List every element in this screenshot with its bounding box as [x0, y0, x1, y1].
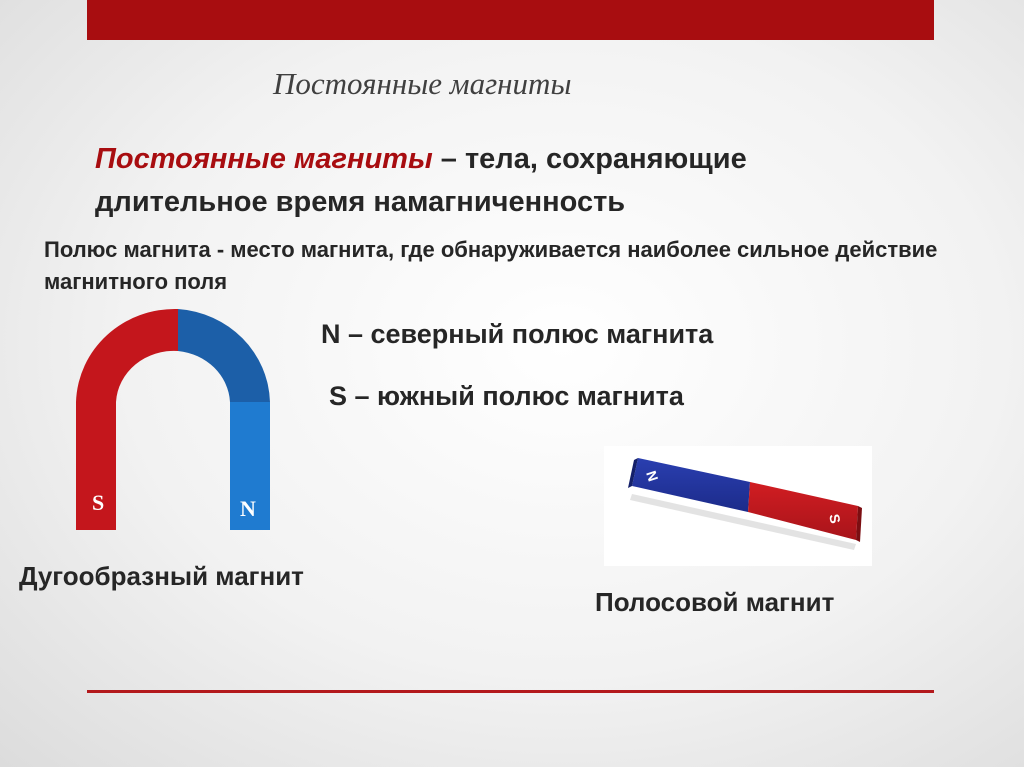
definition-term: Постоянные магниты	[95, 143, 433, 175]
north-pole-text: N – северный полюс магнита	[321, 319, 714, 349]
bottom-divider-line	[87, 690, 934, 693]
horseshoe-red-arc	[76, 309, 178, 402]
horseshoe-caption: Дугообразный магнит	[19, 561, 304, 591]
bar-s-label: S	[826, 512, 844, 525]
definition-rest-line1: – тела, сохраняющие	[432, 143, 747, 175]
pole-definition: Полюс магнита - место магнита, где обнаруживается наиболее сильное действие магнитного поля	[44, 237, 938, 294]
top-accent-bar	[87, 0, 934, 40]
horseshoe-n-label: N	[240, 496, 256, 521]
horseshoe-blue-arc	[178, 309, 270, 402]
definition-rest-line2: длительное время намагниченность	[95, 186, 626, 218]
bar-n-label: N	[643, 468, 662, 484]
bar-red-face	[748, 482, 858, 540]
bar-magnet-image	[604, 446, 872, 566]
slide-title: Постоянные магниты	[273, 66, 572, 101]
definition-text	[95, 138, 895, 224]
horseshoe-s-label: S	[92, 490, 105, 515]
south-pole-text: S – южный полюс магнита	[329, 381, 684, 411]
horseshoe-magnet-image	[70, 305, 280, 537]
bar-caption: Полосовой магнит	[595, 587, 835, 617]
